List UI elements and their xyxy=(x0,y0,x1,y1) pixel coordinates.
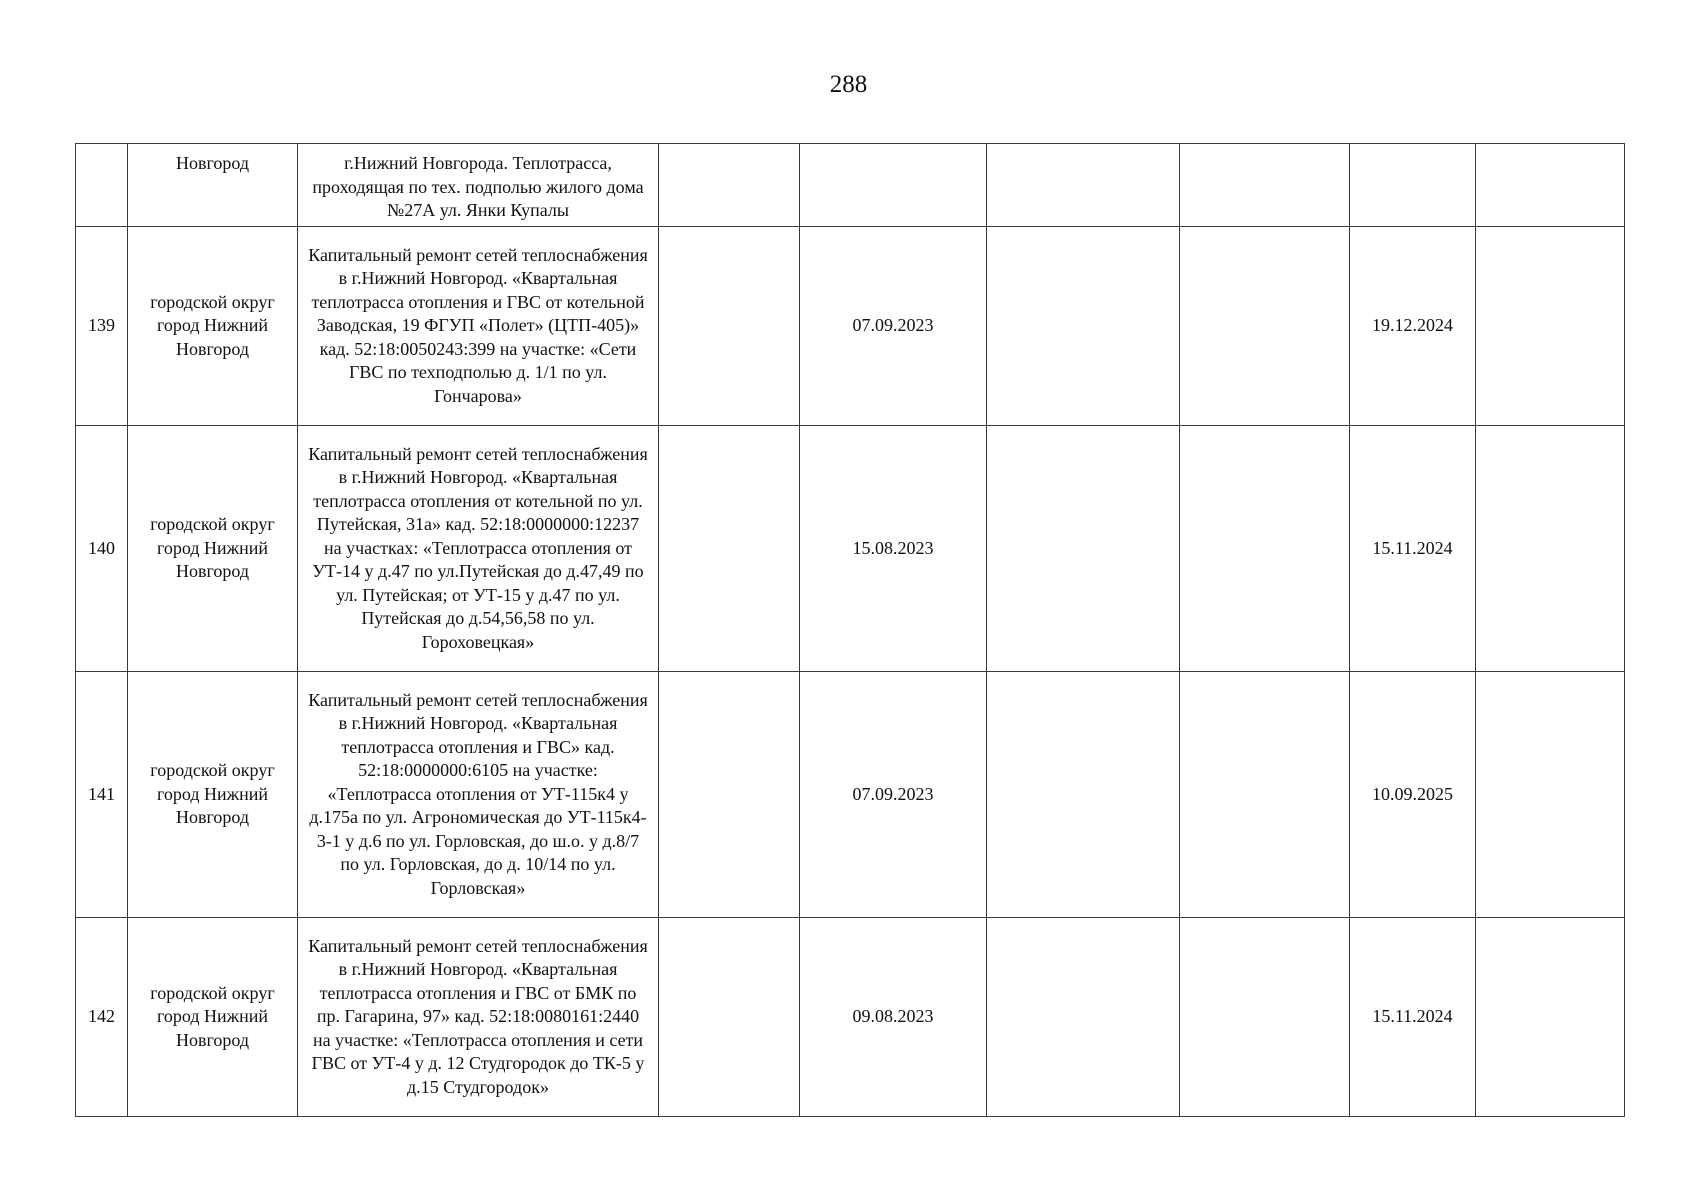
empty-cell xyxy=(659,918,800,1117)
municipality-cell: городской округ город Нижний Новгород xyxy=(128,426,298,672)
empty-cell xyxy=(987,918,1180,1117)
table-row xyxy=(76,144,1625,227)
description-cell: Капитальный ремонт сетей теплоснабжения в г.Нижний Новгород. «Квартальная теплотрасса отопления и ГВС от котельной Заводская, 19 ФГУП «Полет» (ЦТП-405)» кад. 52:18:0050243:399 на участке: «Сети ГВС по техподполью д. 1/1 по ул. Гончарова» xyxy=(298,227,659,426)
empty-cell xyxy=(987,672,1180,918)
municipality-cell: городской округ город Нижний Новгород xyxy=(128,918,298,1117)
start-date-cell: 09.08.2023 xyxy=(800,918,987,1117)
table-row xyxy=(76,227,1625,426)
empty-cell xyxy=(1476,426,1625,672)
empty-cell xyxy=(987,426,1180,672)
table-row xyxy=(76,918,1625,1117)
table-row xyxy=(76,672,1625,918)
empty-cell xyxy=(659,672,800,918)
empty-cell xyxy=(1180,227,1350,426)
description-cell: Капитальный ремонт сетей теплоснабжения в г.Нижний Новгород. «Квартальная теплотрасса отопления от котельной по ул. Путейская, 31а» кад. 52:18:0000000:12237 на участках: «Теплотрасса отопления от УТ-14 у д.47 по ул.Путейская до д.47,49 по ул. Путейская; от УТ-15 у д.47 по ул. Путейская до д.54,56,58 по ул. Гороховецкая» xyxy=(298,426,659,672)
empty-cell xyxy=(1180,144,1350,227)
start-date-cell: 15.08.2023 xyxy=(800,426,987,672)
works-table xyxy=(75,143,1625,1117)
empty-cell xyxy=(1180,918,1350,1117)
empty-cell xyxy=(659,426,800,672)
municipality-cell: городской округ город Нижний Новгород xyxy=(128,672,298,918)
end-date-cell: 10.09.2025 xyxy=(1350,672,1476,918)
row-number-cell xyxy=(76,144,128,227)
page-number: 288 xyxy=(829,71,868,98)
end-date-cell: 19.12.2024 xyxy=(1350,227,1476,426)
empty-cell xyxy=(1180,426,1350,672)
municipality-cell: городской округ город Нижний Новгород xyxy=(128,227,298,426)
empty-cell xyxy=(1476,227,1625,426)
row-number-cell: 142 xyxy=(76,918,128,1117)
row-number-cell: 139 xyxy=(76,227,128,426)
row-number-cell: 140 xyxy=(76,426,128,672)
empty-cell xyxy=(1180,672,1350,918)
empty-cell xyxy=(659,144,800,227)
start-date-cell: 07.09.2023 xyxy=(800,227,987,426)
empty-cell xyxy=(1476,144,1625,227)
municipality-cell: Новгород xyxy=(128,144,298,227)
start-date-cell: 07.09.2023 xyxy=(800,672,987,918)
end-date-cell: 15.11.2024 xyxy=(1350,918,1476,1117)
row-number-cell: 141 xyxy=(76,672,128,918)
empty-cell xyxy=(1476,918,1625,1117)
description-cell: Капитальный ремонт сетей теплоснабжения в г.Нижний Новгород. «Квартальная теплотрасса отопления и ГВС» кад. 52:18:0000000:6105 на участке: «Теплотрасса отопления от УТ-115к4 у д.175а по ул. Агрономическая до УТ-115к4-3-1 у д.6 по ул. Горловская, до ш.о. у д.8/7 по ул. Горловская, до д. 10/14 по ул. Горловская» xyxy=(298,672,659,918)
start-date-cell xyxy=(800,144,987,227)
description-cell: Капитальный ремонт сетей теплоснабжения в г.Нижний Новгород. «Квартальная теплотрасса отопления и ГВС от БМК по пр. Гагарина, 97» кад. 52:18:0080161:2440 на участке: «Теплотрасса отопления и сети ГВС от УТ-4 у д. 12 Студгородок до ТК-5 у д.15 Студгородок» xyxy=(298,918,659,1117)
end-date-cell: 15.11.2024 xyxy=(1350,426,1476,672)
empty-cell xyxy=(659,227,800,426)
empty-cell xyxy=(987,227,1180,426)
empty-cell xyxy=(987,144,1180,227)
table-row xyxy=(76,426,1625,672)
description-cell: г.Нижний Новгорода. Теплотрасса, проходящая по тех. подполью жилого дома №27А ул. Янки Купалы xyxy=(298,144,659,227)
empty-cell xyxy=(1476,672,1625,918)
end-date-cell xyxy=(1350,144,1476,227)
